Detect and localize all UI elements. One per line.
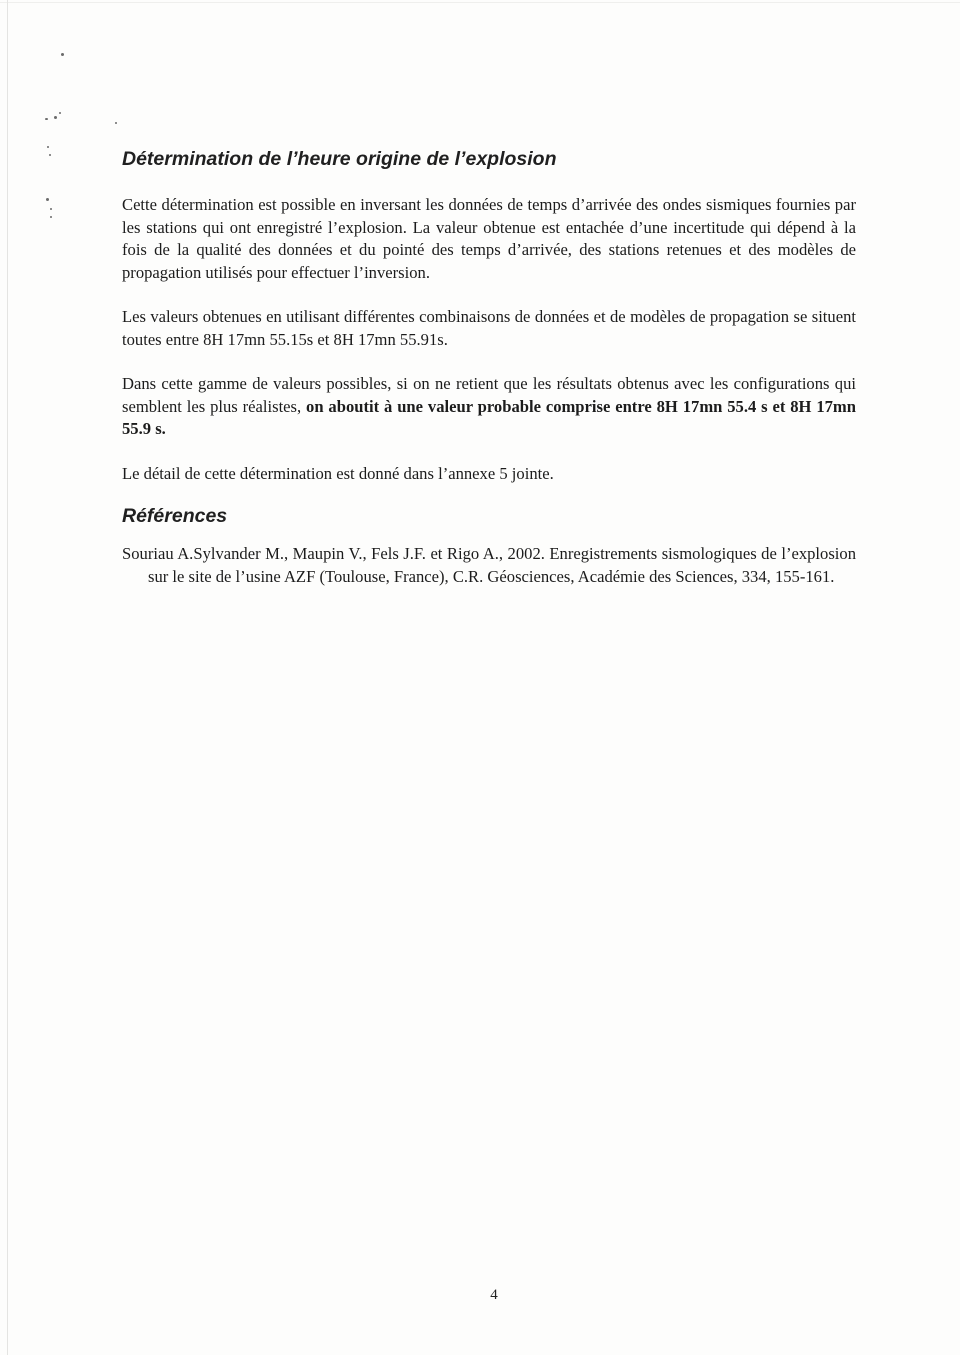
- scan-speck: [50, 216, 52, 218]
- paragraph-probable-value: [122, 373, 856, 441]
- paragraph-range: Les valeurs obtenues en utilisant différentes combinaisons de données et de modèles de propagation se situent toutes entre 8H 17mn 55.15s et 8H 17mn 55.91s.: [122, 307, 856, 349]
- paragraph-method: Cette détermination est possible en inversant les données de temps d’arrivée des ondes sismiques fournies par les stations qui ont enregistré l’explosion. La valeur obtenue est entachée d’une incertitude qui dépend à la fois de la qualité des données et du pointé des temps d’arrivée, des stations retenues et des modèles de propagation utilisés pour effectuer l’inversion.: [122, 195, 856, 282]
- scan-left-edge: [7, 0, 8, 1355]
- scan-speck: [115, 122, 117, 124]
- scan-speck: [50, 208, 52, 210]
- scan-speck: [59, 112, 61, 114]
- scan-speck: [54, 116, 57, 119]
- page-number: 4: [490, 1287, 498, 1303]
- probable-value-bold: on aboutit à une valeur probable comprise entre 8H 17mn 55.4 s et 8H 17mn 55.9 s.: [122, 396, 856, 438]
- paragraph-annex: Le détail de cette détermination est donné dans l’annexe 5 jointe.: [122, 463, 554, 483]
- scan-top-edge: [0, 2, 960, 3]
- scan-speck: [47, 146, 49, 148]
- reference-entry: Souriau A.Sylvander M., Maupin V., Fels J.F. et Rigo A., 2002. Enregistrements sismologiques de l’explosion sur le site de l’usine AZF (Toulouse, France), C.R. Géosciences, Académie des Sciences, 334, 155-161.: [122, 544, 856, 586]
- scan-speck: [46, 198, 49, 201]
- scan-speck: [49, 154, 51, 156]
- section-heading-references: Références: [122, 505, 228, 527]
- scan-speck: [61, 53, 64, 56]
- section-heading-origin-time: Détermination de l’heure origine de l’explosion: [122, 148, 557, 170]
- scan-speck: [45, 118, 48, 120]
- document-body: [122, 146, 856, 588]
- paragraph-probable-value-text: Dans cette gamme de valeurs possibles, si on ne retient que les résultats obtenus avec les configurations qui semblent les plus réalistes,: [122, 374, 856, 416]
